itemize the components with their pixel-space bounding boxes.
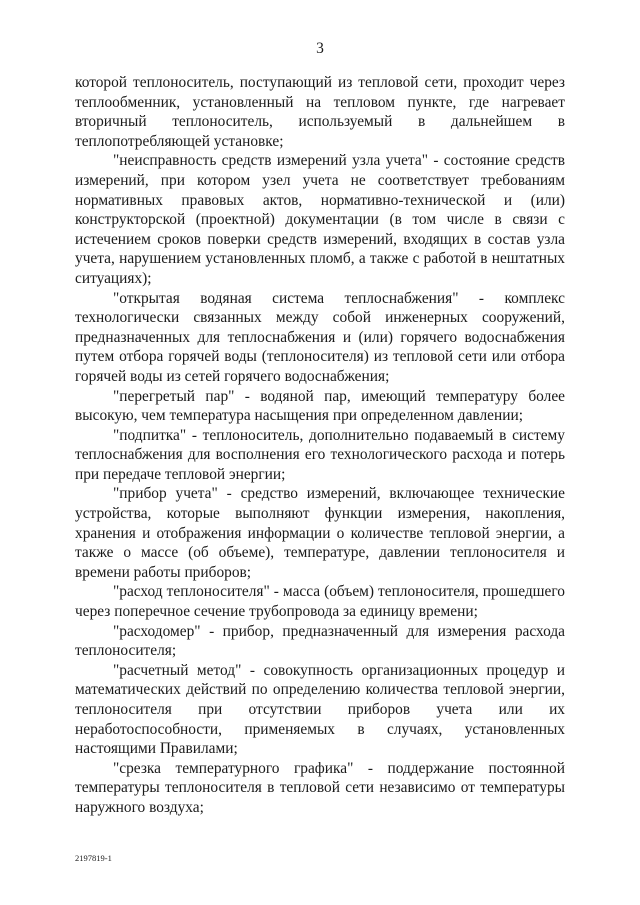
paragraph-definition: "перегретый пар" - водяной пар, имеющий температуру более высокую, чем температура насыщения при определенном давлении;: [75, 387, 565, 425]
paragraph-definition: "прибор учета" - средство измерений, включающее технические устройства, которые выполняют функции измерения, накопления, хранения и отображения информации о количестве тепловой энергии, а также о массе (об объеме), температуре, давлении теплоносителя и времени работы приборов;: [75, 485, 565, 581]
paragraph-definition: "срезка температурного графика" - поддержание постоянной температуры теплоносителя в тепловой сети независимо от температуры наружного воздуха;: [75, 759, 565, 816]
paragraph-definition: "неисправность средств измерений узла учета" - состояние средств измерений, при котором узел учета не соответствует требованиям нормативных правовых актов, нормативно-технической и (или) конструкторской (проектной) документации (в том числе в связи с истечением сроков поверки средств измерений, входящих в состав узла учета, нарушением установленных пломб, а также с работой в нештатных ситуациях);: [75, 152, 565, 287]
paragraph-continuation: которой теплоноситель, поступающий из тепловой сети, проходит через теплообменник, установленный на тепловом пункте, где нагревает вторичный теплоноситель, используемый в дальнейшем в теплопотребляющей установке;: [75, 74, 565, 150]
paragraph-definition: "подпитка" - теплоноситель, дополнительно подаваемый в систему теплоснабжения для восполнения его технологического расхода и потерь при передаче тепловой энергии;: [75, 426, 565, 483]
page-number: 3: [316, 40, 324, 57]
paragraph-definition: "расход теплоносителя" - масса (объем) теплоносителя, прошедшего через поперечное сечение трубопровода за единицу времени;: [75, 583, 565, 621]
paragraph-definition: "расходомер" - прибор, предназначенный для измерения расхода теплоносителя;: [75, 622, 565, 660]
body-text: [75, 73, 565, 818]
paragraph-definition: "расчетный метод" - совокупность организационных процедур и математических действий по определению количества тепловой энергии, теплоносителя при отсутствии приборов учета или их неработоспособности, применяемых в случаях, установленных настоящими Правилами;: [75, 661, 565, 758]
paragraph-definition: "открытая водяная система теплоснабжения" - комплекс технологически связанных между собой инженерных сооружений, предназначенных для теплоснабжения и (или) горячего водоснабжения путем отбора горячей воды (теплоносителя) из тепловой сети или отбора горячей воды из сетей горячего водоснабжения;: [75, 289, 565, 385]
document-code: 2197819-1: [75, 853, 112, 863]
